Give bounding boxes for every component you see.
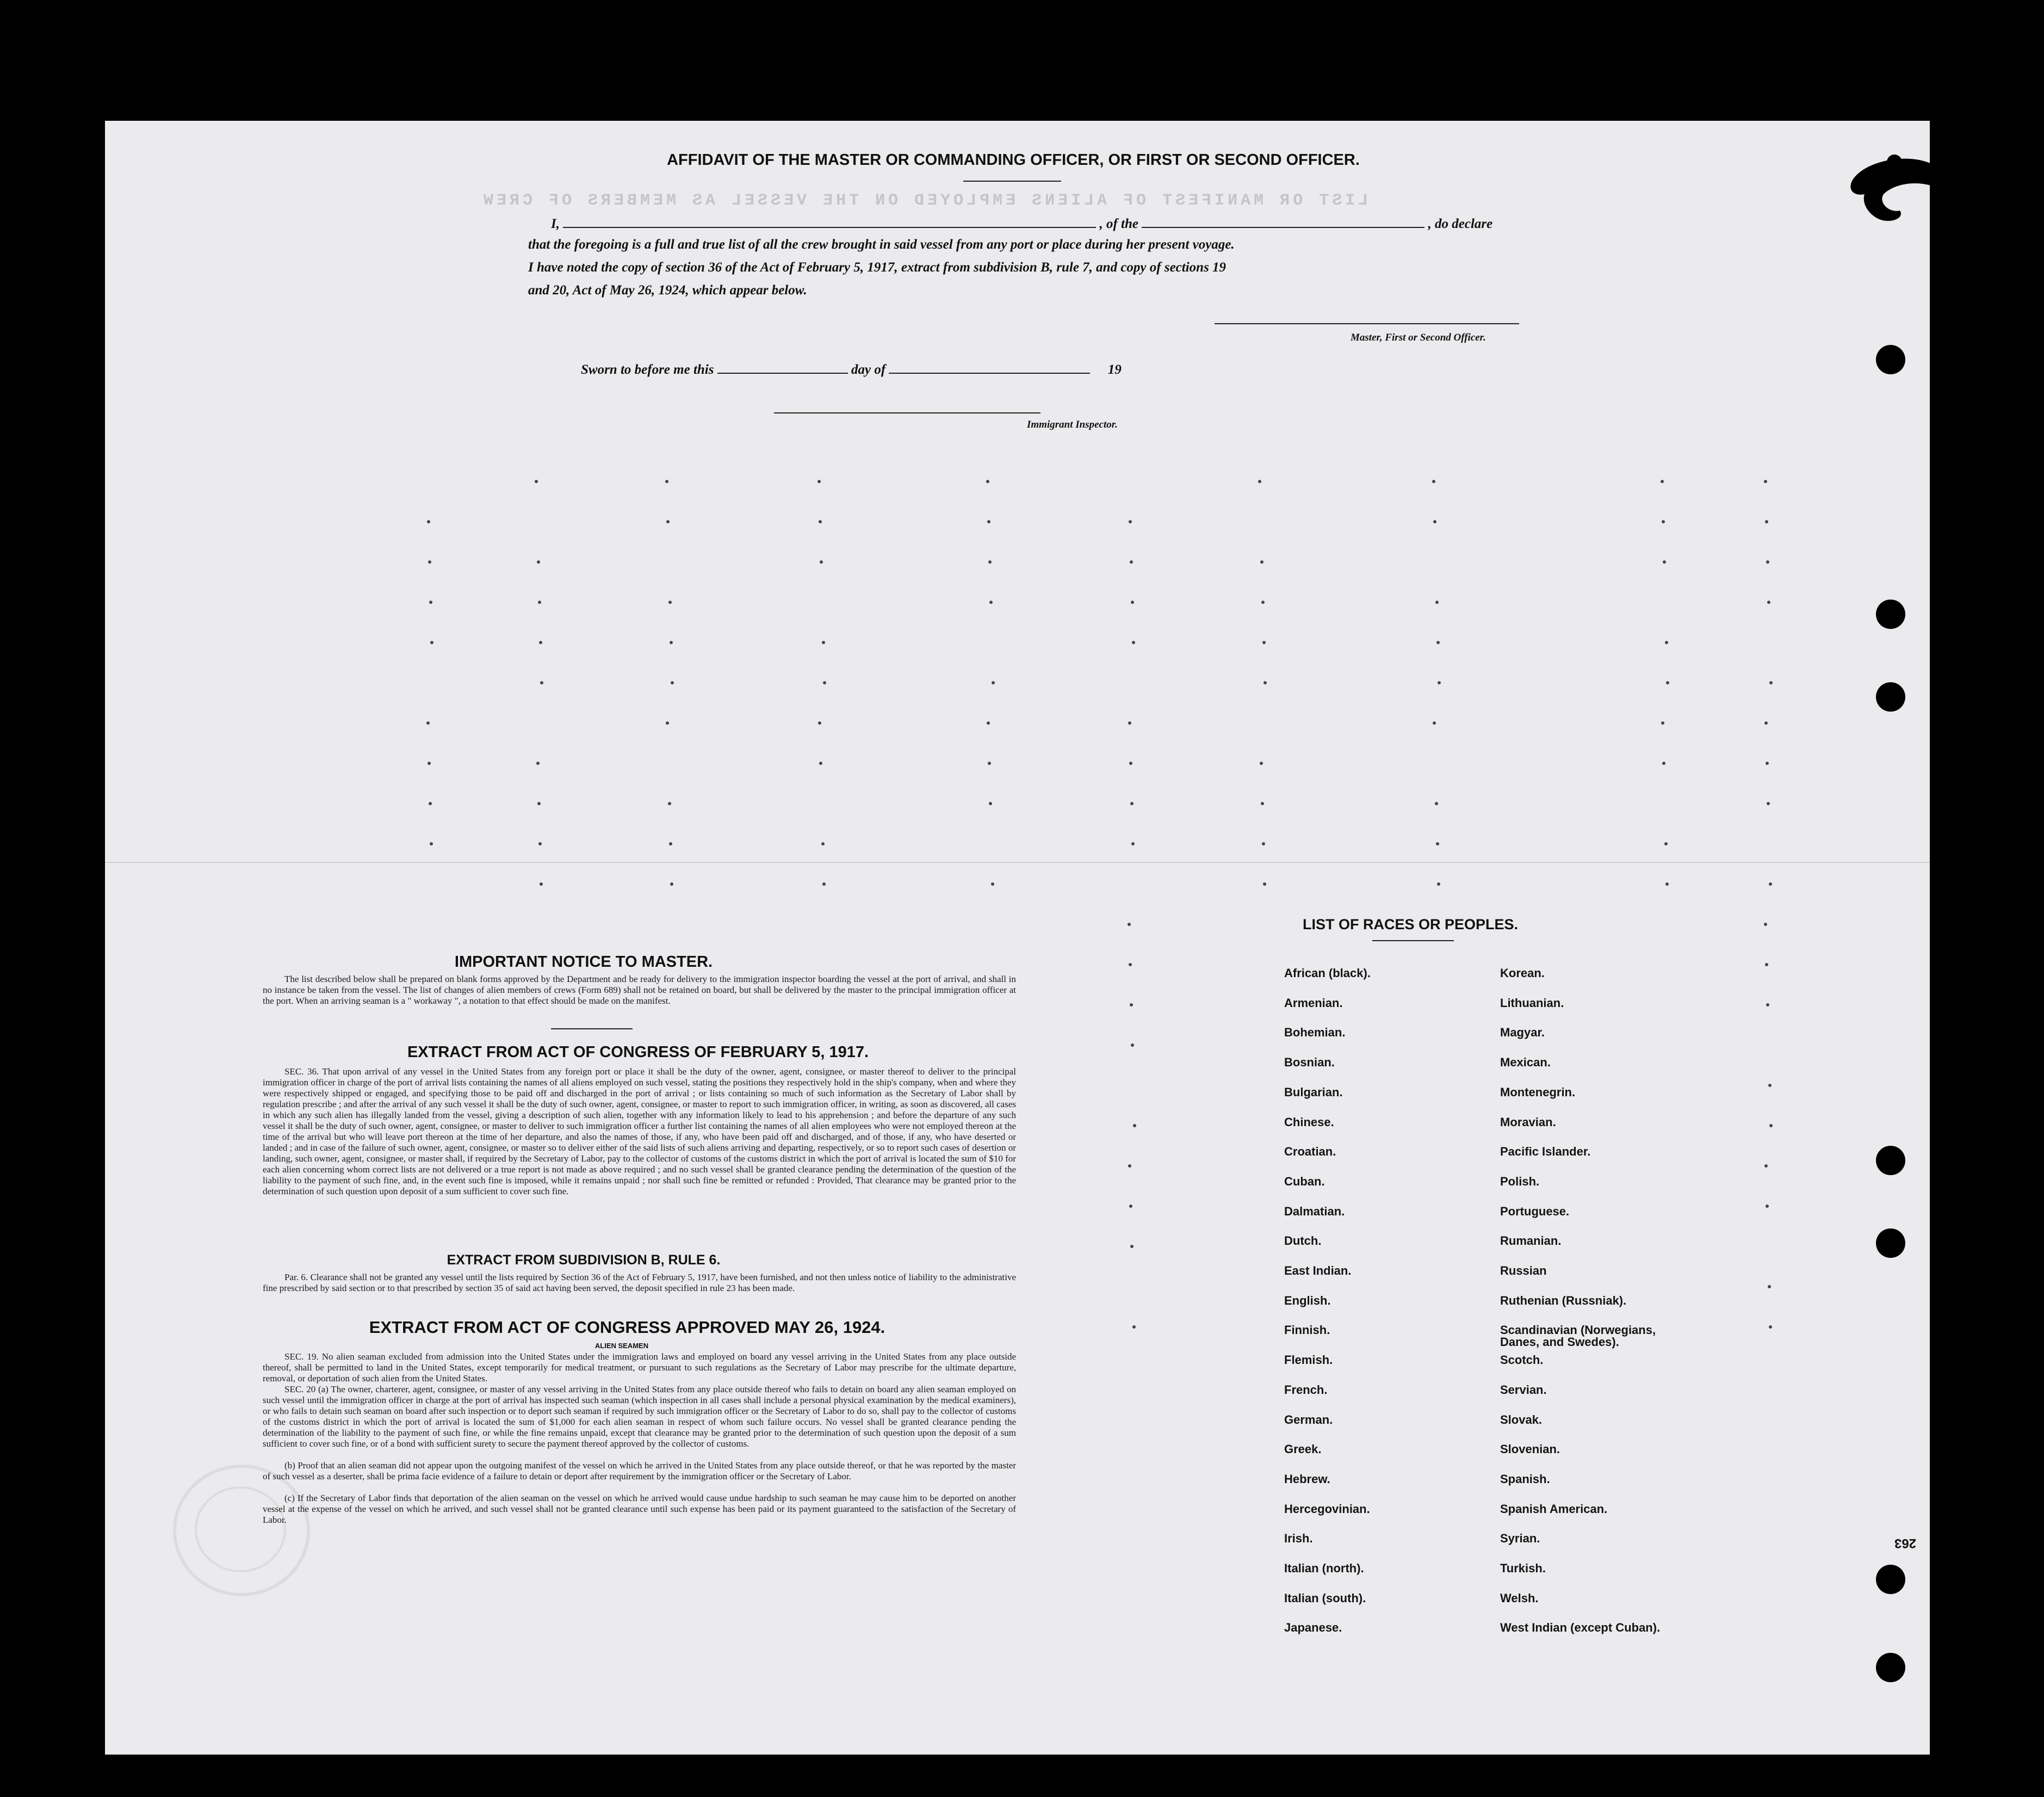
margin-page-number: 263 [1894, 1536, 1917, 1551]
affidavit-heading: AFFIDAVIT OF THE MASTER OR COMMANDING OFFICER, OR FIRST OR SECOND OFFICER. [667, 151, 1360, 169]
bleed-dot [537, 802, 541, 805]
bleed-dot [1768, 1285, 1771, 1288]
bleed-dot [1433, 520, 1436, 523]
bleed-dot [1769, 882, 1772, 886]
bleed-dot [1261, 601, 1265, 604]
bleed-dot [819, 762, 822, 765]
bleed-dot [1662, 520, 1665, 523]
race-right-7: Polish. [1500, 1174, 1540, 1188]
bleed-dot [1435, 802, 1438, 805]
affidavit-do-declare: , do declare [1428, 217, 1493, 231]
notice-rule [551, 1028, 633, 1029]
alien-seamen-subheading: ALIEN SEAMEN [594, 1342, 649, 1350]
bleed-dot [1436, 641, 1440, 644]
bleed-dot [1438, 681, 1441, 684]
race-left-20: Italian (north). [1284, 1561, 1364, 1575]
bleed-dot [540, 681, 543, 684]
bleed-dot [1437, 882, 1440, 886]
race-right-15: Slovak. [1500, 1412, 1543, 1427]
punch-hole [1876, 1653, 1905, 1682]
race-right-4: Montenegrin. [1500, 1085, 1576, 1099]
bleed-dot [1129, 1205, 1132, 1208]
bleed-dot [1129, 762, 1132, 765]
bleed-dot [1436, 842, 1439, 845]
bleed-dot [1662, 762, 1665, 765]
races-heading-rule [1372, 940, 1454, 941]
bleed-dot [989, 601, 993, 604]
bleed-dot [666, 520, 670, 523]
race-right-8: Portuguese. [1500, 1204, 1570, 1218]
race-left-14: French. [1284, 1382, 1328, 1397]
race-right-5: Moravian. [1500, 1115, 1556, 1129]
bleed-dot [535, 480, 538, 483]
bleed-dot [426, 721, 430, 725]
affidavit-line1 [551, 217, 1693, 232]
race-right-3: Mexican. [1500, 1055, 1551, 1070]
affidavit-of-the: , of the [1099, 217, 1139, 231]
race-left-11: English. [1284, 1293, 1331, 1307]
race-left-21: Italian (south). [1284, 1591, 1366, 1605]
bleed-dot [669, 842, 672, 845]
affidavit-line2: that the foregoing is a full and true list of all the crew brought in said vessel from any port or place during her present voyage. [528, 237, 1235, 252]
race-right-9: Rumanian. [1500, 1234, 1562, 1248]
punch-hole [1876, 682, 1905, 712]
bleed-dot [670, 641, 673, 644]
race-right-22: West Indian (except Cuban). [1500, 1621, 1661, 1635]
bleed-dot [1766, 762, 1769, 765]
bleed-dot [1433, 721, 1436, 725]
race-right-19: Syrian. [1500, 1532, 1540, 1546]
bleed-dot [1766, 1003, 1769, 1006]
bleed-dot [536, 762, 540, 765]
bleed-dot [1130, 1003, 1133, 1006]
punch-hole [1876, 1146, 1905, 1175]
races-heading: LIST OF RACES OR PEOPLES. [1302, 916, 1519, 933]
bleed-dot [992, 681, 995, 684]
bleed-dot [1263, 882, 1266, 886]
race-left-7: Cuban. [1284, 1174, 1325, 1188]
bleed-dot [1258, 480, 1261, 483]
extract-1924-sec19: SEC. 19. No alien seaman excluded from admission into the United States under the immigration laws and employed on board any vessel arriving in the United States from any place outside thereof, shall be permitted to land in the United States, except temporarily for medical treatment, or pursuant to such regulations as the Secretary of Labor may prescribe for the ultimate departure, removal, or deportation of such alien from the United States. [263, 1351, 1016, 1384]
faint-fold-line [105, 862, 1930, 863]
bleed-dot [540, 882, 543, 886]
race-right-18: Spanish American. [1500, 1502, 1608, 1516]
bleed-dot [1767, 601, 1770, 604]
race-right-2: Magyar. [1500, 1026, 1545, 1040]
bleed-dot [537, 560, 540, 564]
bleed-dot [1132, 641, 1135, 644]
race-left-3: Bosnian. [1284, 1055, 1335, 1070]
bleed-dot [1764, 480, 1767, 483]
race-left-15: German. [1284, 1412, 1333, 1427]
signature-label: Master, First or Second Officer. [1351, 332, 1486, 343]
bleed-dot [1666, 681, 1669, 684]
extract-1917-heading: EXTRACT FROM ACT OF CONGRESS OF FEBRUARY 5, 1917. [407, 1043, 869, 1061]
bleed-dot [671, 681, 674, 684]
name-blank [563, 227, 1096, 228]
sworn-line [581, 362, 1342, 378]
bleed-dot [538, 601, 541, 604]
bleed-dot [987, 721, 990, 725]
affidavit-heading-rule [963, 181, 1061, 182]
affidavit-i: I, [551, 217, 560, 231]
notice-text: The list described below shall be prepared on blank forms approved by the Department and be ready for delivery to the immigration inspector boarding the vessel at the port of arrival, and shall in no instance be taken from the vessel. The list of changes of alien members of crews (Form 689) shall not be retained on board, but shall be delivered by the master to the principal immigration officer at the port. When an arriving seaman is a " workaway ", a notation to that effect should be made on the manifest. [263, 974, 1016, 1006]
day-blank [717, 373, 848, 374]
race-left-22: Japanese. [1284, 1621, 1342, 1635]
bleed-dot [1661, 721, 1664, 725]
extract-1924-sec20b: (b) Proof that an alien seaman did not appear upon the outgoing manifest of the vessel on which he arrived in the United States from any place outside thereof, or that he was reported by the master of such vessel as a deserter, shall be prima facie evidence of a failure to detain or deport after requirement by the immigration officer or the Secretary of Labor. [263, 1460, 1016, 1481]
bleed-dot [988, 560, 992, 564]
bleed-dot [823, 681, 826, 684]
bleed-dot [1260, 762, 1263, 765]
signature-line [1215, 323, 1519, 324]
punch-hole [1876, 1228, 1905, 1258]
bleed-dot [666, 721, 669, 725]
race-left-17: Hebrew. [1284, 1472, 1330, 1486]
bleed-dot [817, 480, 821, 483]
race-left-12: Finnish. [1284, 1323, 1330, 1337]
extract-1924-heading: EXTRACT FROM ACT OF CONGRESS APPROVED MAY 26, 1924. [369, 1318, 885, 1337]
bleed-dot [1262, 641, 1266, 644]
bleed-dot [430, 641, 433, 644]
bleed-dot [819, 520, 822, 523]
bleed-dot [430, 842, 433, 845]
bleed-dot [987, 520, 990, 523]
bleed-dot [1665, 882, 1669, 886]
bleed-dot [1766, 1205, 1769, 1208]
affidavit-line3: I have noted the copy of section 36 of the Act of February 5, 1917, extract from subdivision B, rule 7, and copy of sections 19 [528, 260, 1227, 275]
bleed-dot [1765, 520, 1768, 523]
bleed-dot [668, 601, 672, 604]
race-right-0: Korean. [1500, 966, 1545, 980]
bleed-dot [1664, 842, 1668, 845]
bleed-dot [429, 802, 432, 805]
bleed-dot [822, 882, 826, 886]
race-left-6: Croatian. [1284, 1145, 1336, 1159]
vessel-blank [1142, 227, 1424, 228]
bleed-dot [665, 480, 668, 483]
race-right-16: Slovenian. [1500, 1442, 1560, 1456]
bleed-dot [1768, 1084, 1772, 1087]
bleed-dot [988, 762, 991, 765]
race-right-12: Scandinavian (Norwegians, Danes, and Swedes). [1500, 1323, 1656, 1349]
bleed-dot [1661, 480, 1664, 483]
bleed-dot [1129, 963, 1132, 966]
bleed-dot [1128, 721, 1131, 725]
punch-hole [1876, 600, 1905, 629]
bleed-dot [1769, 681, 1773, 684]
bleed-dot [1129, 520, 1132, 523]
bleed-dot [427, 520, 430, 523]
race-right-11: Ruthenian (Russniak). [1500, 1293, 1627, 1307]
bleed-dot [1262, 842, 1265, 845]
torn-corner-blot [1824, 143, 1932, 251]
inspector-label: Immigrant Inspector. [1027, 419, 1118, 430]
bleed-dot [1131, 1043, 1134, 1047]
race-left-16: Greek. [1284, 1442, 1322, 1456]
bleed-dot [1665, 641, 1668, 644]
race-left-9: Dutch. [1284, 1234, 1322, 1248]
race-left-4: Bulgarian. [1284, 1085, 1343, 1099]
bleed-dot [991, 882, 994, 886]
bleed-dot [1130, 560, 1133, 564]
bleed-dot [822, 641, 825, 644]
bleed-dot [820, 560, 823, 564]
bleed-dot [429, 601, 432, 604]
race-right-20: Turkish. [1500, 1561, 1546, 1575]
race-right-1: Lithuanian. [1500, 996, 1564, 1010]
bleed-dot [1131, 842, 1135, 845]
race-right-14: Servian. [1500, 1382, 1547, 1397]
race-right-17: Spanish. [1500, 1472, 1550, 1486]
race-right-21: Welsh. [1500, 1591, 1539, 1605]
bleed-dot [821, 842, 825, 845]
document-page [105, 121, 1930, 1755]
race-left-13: Flemish. [1284, 1353, 1333, 1367]
bleed-dot [1767, 802, 1770, 805]
bleed-dot [428, 762, 431, 765]
race-left-18: Hercegovinian. [1284, 1502, 1370, 1516]
bleed-dot [989, 802, 992, 805]
race-left-10: East Indian. [1284, 1264, 1352, 1277]
bleed-dot [1764, 923, 1767, 926]
bleed-dot [1766, 560, 1769, 564]
bleed-dot [1130, 1245, 1134, 1248]
race-left-19: Irish. [1284, 1532, 1313, 1546]
race-right-6: Pacific Islander. [1500, 1145, 1591, 1159]
extract-1924-sec20c: (c) If the Secretary of Labor finds that deportation of the alien seaman on the vessel on which he arrived would cause undue hardship to such seaman he may cause him to be deported on another vessel at the expense of the vessel on which he arrived, and such vessel shall not be granted clearance until such expense has been paid or its payment guaranteed to the satisfaction of the Secretary of Labor. [263, 1493, 1016, 1525]
bleed-dot [668, 802, 671, 805]
bleed-dot [1128, 1164, 1131, 1168]
year-prefix: 19 [1107, 362, 1122, 377]
bleed-through-title: LIST OR MANIFEST OF ALIENS EMPLOYED ON THE VESSEL AS MEMBERS OF CREW [480, 192, 1368, 210]
bleed-dot [1261, 802, 1264, 805]
affidavit-line4: and 20, Act of May 26, 1924, which appear below. [528, 283, 807, 298]
bleed-dot [1764, 1164, 1768, 1168]
race-left-0: African (black). [1284, 966, 1371, 980]
bleed-dot [428, 560, 431, 564]
bleed-dot [1663, 560, 1666, 564]
race-left-8: Dalmatian. [1284, 1204, 1345, 1218]
bleed-dot [1260, 560, 1263, 564]
bleed-dot [986, 480, 989, 483]
race-left-1: Armenian. [1284, 996, 1343, 1010]
bleed-dot [1132, 1325, 1136, 1329]
extract-1917-text: SEC. 36. That upon arrival of any vessel in the United States from any foreign port or place it shall be the duty of the owner, agent, consignee, or master thereof to deliver to the principal immigration officer in charge of the port of arrival lists containing the names of all aliens employed on such vessel, stating the positions they respectively hold in the ship's company, when and where they were respectively shipped or engaged, and specifying those to be paid off and discharged in the port of arrival ; or lists containing so much of such information as the Secretary of Labor shall by regulation prescribe ; and after the arrival of any such vessel it shall be the duty of such owner, agent, consignee, or master to report to such immigration officer, in writing, as soon as discovered, all cases in which any such alien has illegally landed from the vessel, giving a description of such alien, together with any information likely to lead to his apprehension ; and before the departure of any such vessel it shall be the duty of such owner, agent, consignee, or master to deliver to such immigration officer a further list containing the names of all alien employees who were not employed thereon at the time of the arrival but who will leave port thereon at the time of her departure, and also the names of those, if any, who have been paid off and discharged, and of those, if any, who have deserted or landed ; and in case of the failure of such owner, agent, consignee, or master so to deliver either of the said lists of such aliens arriving and departing, respectively, or so to report such cases of desertion or landing, such owner, agent, consignee, or master shall, if required by the Secretary of Labor, pay to the collector of customs of the customs district in which the port of arrival is located the sum of $10 for each alien concerning whom correct lists are not delivered or a true report is not made as above required ; and no such vessel shall be granted clearance pending the determination of the question of the liability to the payment of such fine, and, in the event such fine is imposed, while it remains unpaid ; nor shall such fine be remitted or refunded : Provided, That clearance may be granted prior to the determination of such question upon deposit of a sum sufficient to cover such fine. [263, 1066, 1016, 1196]
day-of-text: day of [851, 362, 886, 377]
rule6-text: Par. 6. Clearance shall not be granted any vessel until the lists required by Section 36 of the Act of February 5, 1917, have been furnished, and not then unless notice of liability to the administrative fine prescribed by said section or to that prescribed by section 35 of said act having been served, the deposit specified in rule 23 has been made. [263, 1272, 1016, 1293]
bleed-dot [1764, 721, 1768, 725]
bleed-dot [538, 842, 542, 845]
bleed-dot [1435, 601, 1439, 604]
race-left-2: Bohemian. [1284, 1026, 1346, 1040]
bleed-dot [1765, 963, 1768, 966]
punch-hole [1876, 345, 1905, 374]
bleed-dot [818, 721, 821, 725]
extract-1924-sec20a: SEC. 20 (a) The owner, charterer, agent, consignee, or master of any vessel arriving in the United States from any place outside thereof who fails to detain on board any alien seaman employed on such vessel until the immigration officer in charge at the port of arrival has inspected such seaman (which inspection in all cases shall include a personal physical examination by the medical examiners), or who fails to detain such seaman on board after such inspection or to deport such seaman if required by such immigration officer or the Secretary of Labor to do so, shall pay to the collector of customs of the customs district in which the port of arrival is located the sum of $1,000 for each alien seaman in respect of whom such failure occurs. No vessel shall be granted clearance pending the determination of the liability to the payment of such fine, or while the fine remains unpaid, except that clearance may be granted prior to the determination of such question upon the deposit of a sum sufficient to cover such fine, or of a bond with sufficient surety to secure the payment thereof approved by the collector of customs. [263, 1384, 1016, 1449]
rule6-heading: EXTRACT FROM SUBDIVISION B, RULE 6. [447, 1252, 721, 1268]
bleed-dot [539, 641, 542, 644]
bleed-dot [1131, 601, 1134, 604]
bleed-dot [1769, 1124, 1773, 1127]
race-right-13: Scotch. [1500, 1353, 1544, 1367]
bleed-dot [1130, 802, 1134, 805]
bleed-dot [1263, 681, 1267, 684]
inspector-line [774, 412, 1040, 413]
bleed-dot [1432, 480, 1435, 483]
month-blank [889, 373, 1090, 374]
bleed-dot [1128, 923, 1131, 926]
bleed-dot [670, 882, 673, 886]
sworn-text: Sworn to before me this [581, 362, 714, 377]
race-right-10: Russian [1500, 1264, 1547, 1277]
race-left-5: Chinese. [1284, 1115, 1334, 1129]
notice-heading: IMPORTANT NOTICE TO MASTER. [454, 953, 713, 971]
bleed-dot [1133, 1124, 1136, 1127]
bleed-dot [1769, 1325, 1772, 1329]
punch-hole [1876, 1565, 1905, 1594]
